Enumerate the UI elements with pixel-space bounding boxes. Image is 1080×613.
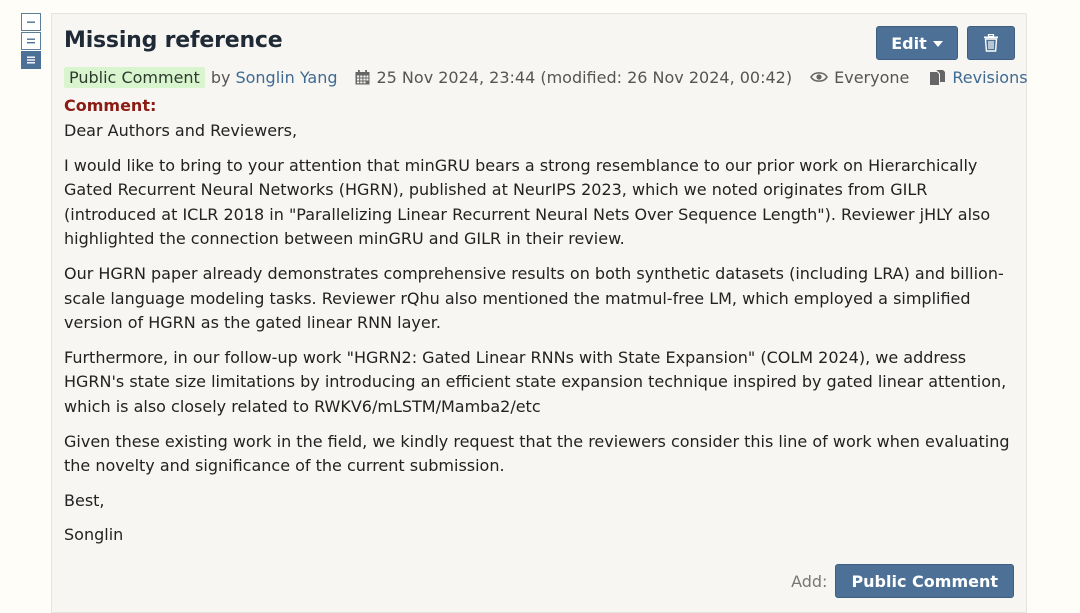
- collapse-partial-icon: [26, 36, 36, 46]
- invitation-badge: Public Comment: [64, 67, 205, 88]
- reply-bar: [791, 564, 1014, 598]
- trash-icon: [983, 34, 999, 52]
- note-title: Missing reference: [64, 28, 283, 53]
- collapse-controls: [21, 13, 43, 70]
- comment-paragraph: Our HGRN paper already demonstrates comprehensive results on both synthetic datasets (including LRA) and billion-scale language modeling tasks. Reviewer rQhu also mentioned the matmul-free LM, which employed a simplified version of HGRN as the gated linear RNN layer.: [64, 263, 1004, 333]
- note-meta: [64, 66, 1028, 88]
- comment-field-label: Comment:: [64, 96, 157, 115]
- comment-paragraph: Furthermore, in our follow-up work "HGRN2: Gated Linear RNNs with State Expansion" (COLM 2024), we address HGRN's state size limitations by introducing an efficient state expansion technique inspired by gated linear attention, which is also closely related to RWKV6/mLSTM/Mamba2/etc: [64, 347, 1007, 416]
- edit-button-label: Edit: [891, 33, 927, 53]
- expand-full-icon: [26, 55, 36, 65]
- collapse-partial-button[interactable]: [21, 32, 41, 50]
- revisions-link[interactable]: Revisions: [952, 67, 1028, 87]
- visibility-label: Everyone: [834, 67, 910, 87]
- calendar-icon: [355, 70, 370, 85]
- add-label: Add:: [791, 571, 828, 591]
- edit-button[interactable]: [876, 26, 958, 60]
- caret-down-icon: [933, 41, 943, 47]
- comment-paragraph: Best,: [64, 490, 105, 510]
- comment-body: [64, 119, 1019, 558]
- comment-paragraph: Songlin: [64, 525, 124, 545]
- revisions-icon: [929, 69, 946, 86]
- comment-paragraph: I would like to bring to your attention that minGRU bears a strong resemblance to our prior work on Hierarchically Gated Recurrent Neural Networks (HGRN), published at NeurIPS 2023, which we noted originates from GILR (introduced at ICLR 2018 in "Parallelizing Linear Recurrent Neural Nets Over Sequence Length"). Reviewer jHLY also highlighted the connection between minGRU and GILR in their review.: [64, 155, 991, 249]
- comment-paragraph: Dear Authors and Reviewers,: [64, 121, 298, 140]
- eye-icon: [810, 71, 828, 83]
- note-card: [51, 13, 1027, 613]
- delete-button[interactable]: [967, 26, 1015, 60]
- public-comment-button[interactable]: Public Comment: [835, 564, 1014, 598]
- by-label: by: [210, 67, 231, 87]
- collapse-minimal-icon: [26, 17, 36, 27]
- collapse-minimal-button[interactable]: [21, 13, 41, 31]
- comment-paragraph: Given these existing work in the field, we kindly request that the reviewers consider this line of work when evaluating the novelty and significance of the current submission.: [64, 431, 1010, 476]
- expand-full-button[interactable]: [21, 51, 41, 69]
- author-link[interactable]: Songlin Yang: [235, 67, 338, 87]
- note-date: 25 Nov 2024, 23:44 (modified: 26 Nov 2024, 00:42): [376, 67, 793, 87]
